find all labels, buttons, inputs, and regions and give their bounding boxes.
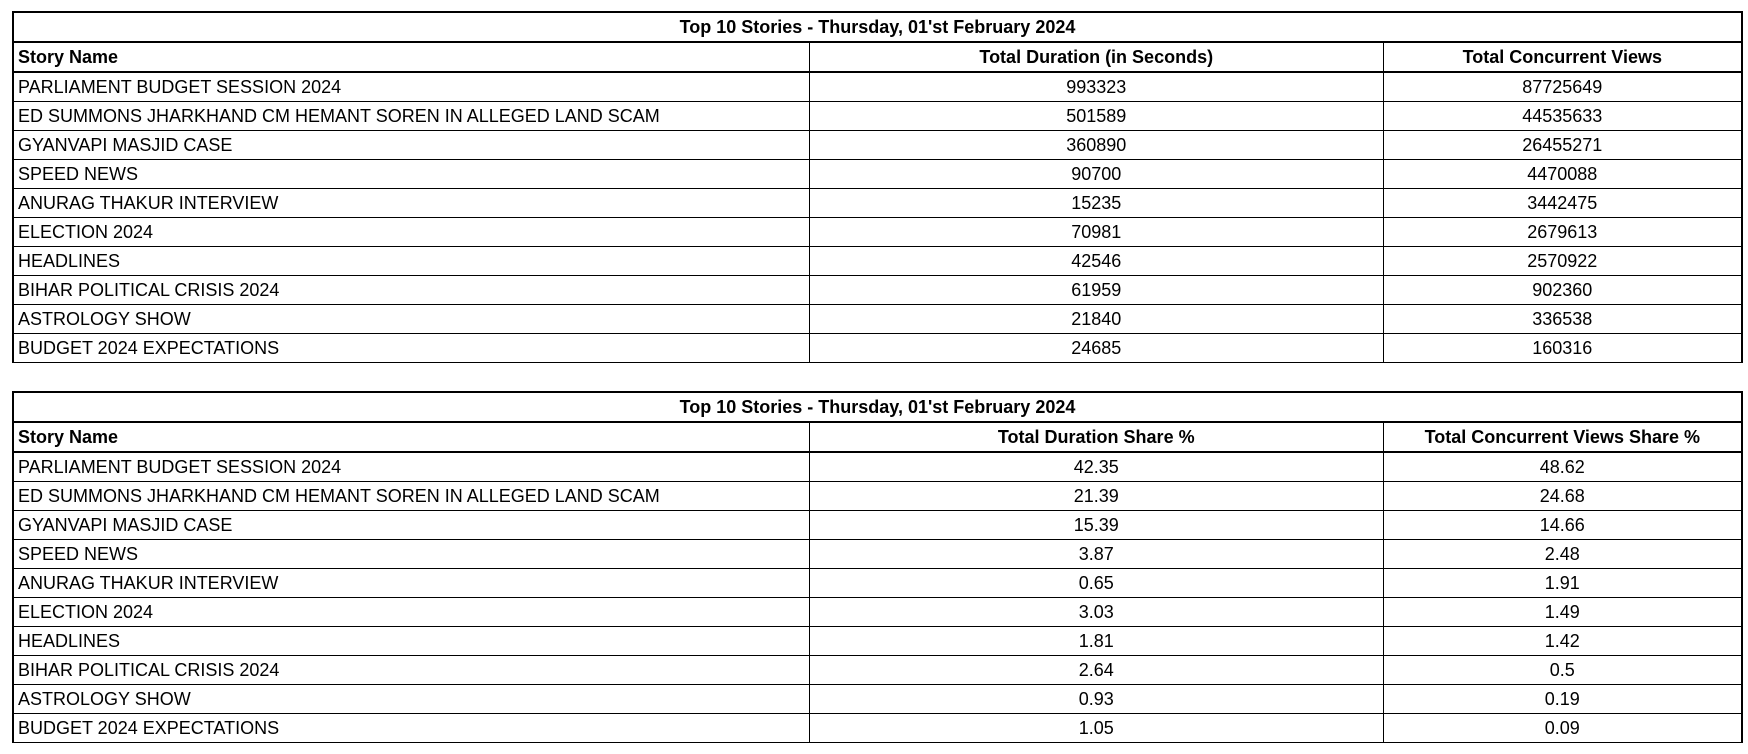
duration-cell: 3.03 bbox=[809, 598, 1383, 627]
story-name-cell: PARLIAMENT BUDGET SESSION 2024 bbox=[13, 452, 809, 482]
duration-cell: 501589 bbox=[809, 102, 1383, 131]
table-row bbox=[13, 131, 1742, 160]
story-name-cell: GYANVAPI MASJID CASE bbox=[13, 511, 809, 540]
views-cell: 2.48 bbox=[1383, 540, 1742, 569]
views-cell: 14.66 bbox=[1383, 511, 1742, 540]
column-header-total-concurrent-views-share: Total Concurrent Views Share % bbox=[1383, 422, 1742, 452]
story-name-cell: ANURAG THAKUR INTERVIEW bbox=[13, 569, 809, 598]
story-name-cell: ASTROLOGY SHOW bbox=[13, 305, 809, 334]
duration-cell: 2.64 bbox=[809, 656, 1383, 685]
column-header-total-duration: Total Duration (in Seconds) bbox=[809, 42, 1383, 72]
column-header-story-name: Story Name bbox=[13, 422, 809, 452]
table-title: Top 10 Stories - Thursday, 01'st February 2024 bbox=[13, 12, 1742, 42]
views-cell: 3442475 bbox=[1383, 189, 1742, 218]
table-row bbox=[13, 102, 1742, 131]
table-row bbox=[13, 247, 1742, 276]
views-cell: 902360 bbox=[1383, 276, 1742, 305]
top-stories-share-table bbox=[12, 391, 1743, 743]
top-stories-duration-table bbox=[12, 11, 1743, 363]
views-cell: 44535633 bbox=[1383, 102, 1742, 131]
duration-cell: 21840 bbox=[809, 305, 1383, 334]
story-name-cell: ASTROLOGY SHOW bbox=[13, 685, 809, 714]
story-name-cell: ANURAG THAKUR INTERVIEW bbox=[13, 189, 809, 218]
duration-cell: 0.93 bbox=[809, 685, 1383, 714]
table-title: Top 10 Stories - Thursday, 01'st February 2024 bbox=[13, 392, 1742, 422]
story-name-cell: ED SUMMONS JHARKHAND CM HEMANT SOREN IN ALLEGED LAND SCAM bbox=[13, 102, 809, 131]
story-name-cell: ELECTION 2024 bbox=[13, 218, 809, 247]
table-row bbox=[13, 714, 1742, 743]
views-cell: 2570922 bbox=[1383, 247, 1742, 276]
table-row bbox=[13, 276, 1742, 305]
views-cell: 336538 bbox=[1383, 305, 1742, 334]
duration-cell: 61959 bbox=[809, 276, 1383, 305]
duration-cell: 0.65 bbox=[809, 569, 1383, 598]
table-row bbox=[13, 72, 1742, 102]
table-row bbox=[13, 569, 1742, 598]
table-row bbox=[13, 511, 1742, 540]
table-row bbox=[13, 540, 1742, 569]
table-row bbox=[13, 627, 1742, 656]
story-name-cell: ELECTION 2024 bbox=[13, 598, 809, 627]
views-cell: 0.09 bbox=[1383, 714, 1742, 743]
views-cell: 26455271 bbox=[1383, 131, 1742, 160]
views-cell: 1.49 bbox=[1383, 598, 1742, 627]
views-cell: 24.68 bbox=[1383, 482, 1742, 511]
table-row bbox=[13, 452, 1742, 482]
table-row bbox=[13, 189, 1742, 218]
duration-cell: 21.39 bbox=[809, 482, 1383, 511]
duration-cell: 90700 bbox=[809, 160, 1383, 189]
story-name-cell: SPEED NEWS bbox=[13, 540, 809, 569]
duration-cell: 42546 bbox=[809, 247, 1383, 276]
duration-cell: 42.35 bbox=[809, 452, 1383, 482]
story-name-cell: SPEED NEWS bbox=[13, 160, 809, 189]
table-row bbox=[13, 218, 1742, 247]
duration-cell: 1.81 bbox=[809, 627, 1383, 656]
story-name-cell: PARLIAMENT BUDGET SESSION 2024 bbox=[13, 72, 809, 102]
table-row bbox=[13, 598, 1742, 627]
duration-cell: 360890 bbox=[809, 131, 1383, 160]
views-cell: 0.19 bbox=[1383, 685, 1742, 714]
duration-cell: 15.39 bbox=[809, 511, 1383, 540]
column-header-total-concurrent-views: Total Concurrent Views bbox=[1383, 42, 1742, 72]
views-cell: 4470088 bbox=[1383, 160, 1742, 189]
views-cell: 1.91 bbox=[1383, 569, 1742, 598]
column-header-story-name: Story Name bbox=[13, 42, 809, 72]
story-name-cell: ED SUMMONS JHARKHAND CM HEMANT SOREN IN ALLEGED LAND SCAM bbox=[13, 482, 809, 511]
story-name-cell: BIHAR POLITICAL CRISIS 2024 bbox=[13, 276, 809, 305]
views-cell: 2679613 bbox=[1383, 218, 1742, 247]
duration-cell: 70981 bbox=[809, 218, 1383, 247]
table-row bbox=[13, 334, 1742, 363]
duration-cell: 993323 bbox=[809, 72, 1383, 102]
table-row bbox=[13, 685, 1742, 714]
duration-cell: 3.87 bbox=[809, 540, 1383, 569]
duration-cell: 1.05 bbox=[809, 714, 1383, 743]
table-row bbox=[13, 160, 1742, 189]
column-header-total-duration-share: Total Duration Share % bbox=[809, 422, 1383, 452]
story-name-cell: GYANVAPI MASJID CASE bbox=[13, 131, 809, 160]
story-name-cell: HEADLINES bbox=[13, 247, 809, 276]
duration-cell: 15235 bbox=[809, 189, 1383, 218]
views-cell: 0.5 bbox=[1383, 656, 1742, 685]
views-cell: 87725649 bbox=[1383, 72, 1742, 102]
duration-cell: 24685 bbox=[809, 334, 1383, 363]
views-cell: 1.42 bbox=[1383, 627, 1742, 656]
table-row bbox=[13, 656, 1742, 685]
story-name-cell: BUDGET 2024 EXPECTATIONS bbox=[13, 714, 809, 743]
table-row bbox=[13, 305, 1742, 334]
story-name-cell: BIHAR POLITICAL CRISIS 2024 bbox=[13, 656, 809, 685]
story-name-cell: BUDGET 2024 EXPECTATIONS bbox=[13, 334, 809, 363]
story-name-cell: HEADLINES bbox=[13, 627, 809, 656]
views-cell: 48.62 bbox=[1383, 452, 1742, 482]
table-row bbox=[13, 482, 1742, 511]
views-cell: 160316 bbox=[1383, 334, 1742, 363]
